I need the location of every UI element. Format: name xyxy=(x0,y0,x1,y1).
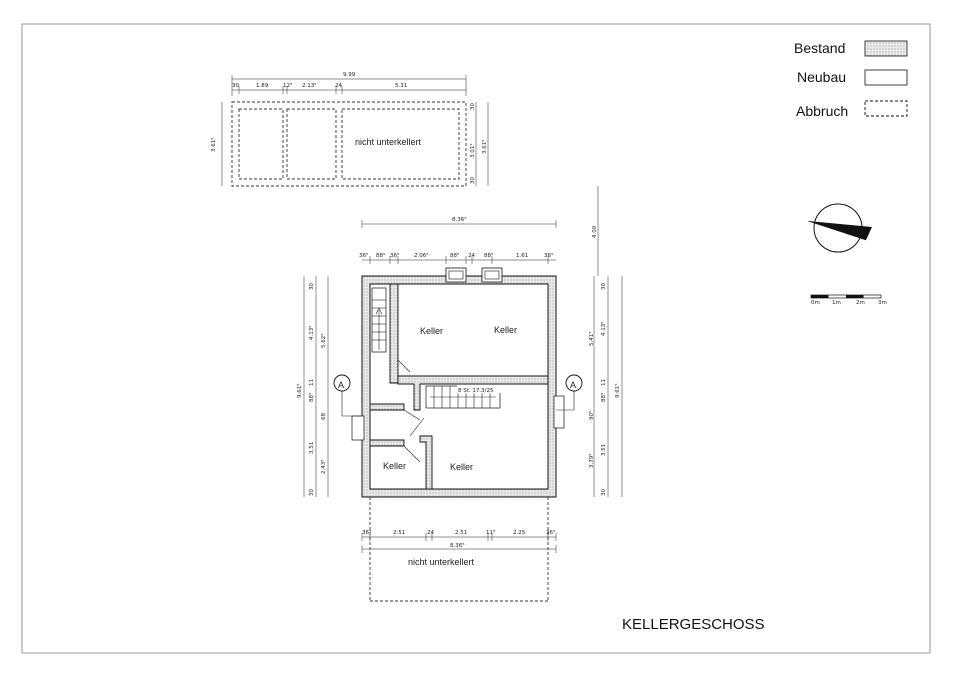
bottom-seg-2: 24 xyxy=(427,530,434,536)
left-dim-9: 30 xyxy=(309,489,315,496)
scale-label-1: 1m xyxy=(832,300,841,306)
top-plan xyxy=(210,72,488,186)
left-dim-8: 2.43⁵ xyxy=(321,459,327,474)
main-top-seg-4: 88⁵ xyxy=(450,253,460,259)
fixture-right xyxy=(554,396,564,428)
scale-label-2: 2m xyxy=(856,300,865,306)
right-dim-5: 88⁵ xyxy=(601,392,607,402)
left-dim-1: 4.13⁵ xyxy=(309,325,315,340)
main-top-seg-8: 36⁵ xyxy=(544,253,554,259)
left-dim-6: 68 xyxy=(321,413,327,420)
right-dim-0: 30 xyxy=(601,283,607,290)
top-depth-r1: 3.01⁵ xyxy=(470,143,476,158)
right-dim-9: 30 xyxy=(601,489,607,496)
right-dim-6: 90⁵ xyxy=(589,410,595,420)
stair-label: 8 St. 17.3/25 xyxy=(458,388,494,394)
right-dim-1: 5.41⁵ xyxy=(589,331,595,346)
top-depth-r0: 30 xyxy=(470,103,476,110)
legend-new-swatch xyxy=(865,70,907,85)
stair-left xyxy=(372,288,386,352)
bottom-seg-6: 36⁵ xyxy=(546,530,556,536)
top-seg-3: 2.13⁵ xyxy=(302,83,317,89)
main-top-seg-2: 36⁵ xyxy=(390,253,400,259)
stair-center xyxy=(426,385,501,408)
section-marker-right-label: A xyxy=(570,380,577,390)
left-dim-5: 88⁵ xyxy=(309,392,315,402)
legend-existing-label: Bestand xyxy=(794,40,846,56)
main-top-seg-1: 88⁵ xyxy=(376,253,386,259)
right-dim-7: 3.79⁵ xyxy=(589,453,595,468)
legend-demolition-label: Abbruch xyxy=(796,103,849,119)
top-seg-1: 1.89 xyxy=(256,83,269,89)
top-depth-right-total: 3.61⁵ xyxy=(482,139,488,154)
scale-label-3: 3m xyxy=(878,300,887,306)
top-plan-label: nicht unterkellert xyxy=(355,137,422,147)
room-label-2: Keller xyxy=(494,325,518,335)
legend-new-label: Neubau xyxy=(797,69,847,85)
bottom-plan-label: nicht unterkellert xyxy=(408,557,475,567)
top-overall-width: 9.99 xyxy=(343,72,356,78)
main-top-seg-0: 36⁵ xyxy=(359,253,369,259)
legend xyxy=(794,40,907,119)
main-top-seg-6: 88⁵ xyxy=(484,253,494,259)
top-seg-4: 24 xyxy=(335,83,342,89)
section-marker-left xyxy=(334,375,362,416)
bottom-seg-0: 36⁵ xyxy=(362,530,372,536)
drawing-title: KELLERGESCHOSS xyxy=(622,616,765,633)
right-dim-8: 3.51 xyxy=(601,443,607,456)
bottom-seg-3: 2.51 xyxy=(455,530,468,536)
main-top-seg-7: 1.61 xyxy=(516,253,529,259)
fixture-left xyxy=(352,416,364,440)
section-marker-left-label: A xyxy=(338,380,345,390)
top-seg-2: 12⁵ xyxy=(283,83,293,89)
top-seg-5: 5.31 xyxy=(395,83,408,89)
top-seg-0: 30 xyxy=(232,83,239,89)
room-label-1: Keller xyxy=(420,326,444,336)
bottom-plan xyxy=(362,497,556,601)
bottom-seg-5: 2.25 xyxy=(513,530,526,536)
room-label-4: Keller xyxy=(450,462,474,472)
bottom-overall-width: 8.36⁵ xyxy=(450,543,465,549)
top-depth-left: 3.61⁵ xyxy=(211,137,217,152)
legend-existing-swatch xyxy=(865,41,907,56)
right-dim-2: 4.13⁵ xyxy=(601,321,607,336)
main-plan xyxy=(296,186,622,497)
main-top-seg-3: 2.06⁵ xyxy=(414,253,429,259)
north-arrow-icon xyxy=(808,204,872,252)
main-overall-width: 8.36⁵ xyxy=(452,217,467,223)
left-dim-2: 5.62⁵ xyxy=(321,333,327,348)
left-dim-4: 11 xyxy=(309,379,315,386)
left-dim-7: 3.51 xyxy=(309,441,315,454)
scale-label-0: 0m xyxy=(811,300,820,306)
left-dim-0: 30 xyxy=(309,283,315,290)
height-label: 4.00 xyxy=(592,225,598,238)
right-dim-4: 11 xyxy=(601,379,607,386)
bottom-seg-1: 2.51 xyxy=(393,530,406,536)
legend-demolition-swatch xyxy=(865,101,907,116)
right-dim-3: 9.61⁵ xyxy=(615,383,621,398)
room-label-3: Keller xyxy=(383,461,407,471)
top-depth-r2: 30 xyxy=(470,177,476,184)
main-top-seg-5: 24 xyxy=(468,253,475,259)
bottom-seg-4: 11⁵ xyxy=(486,530,496,536)
left-dim-3: 9.61⁵ xyxy=(297,383,303,398)
scale-bar xyxy=(811,295,887,306)
